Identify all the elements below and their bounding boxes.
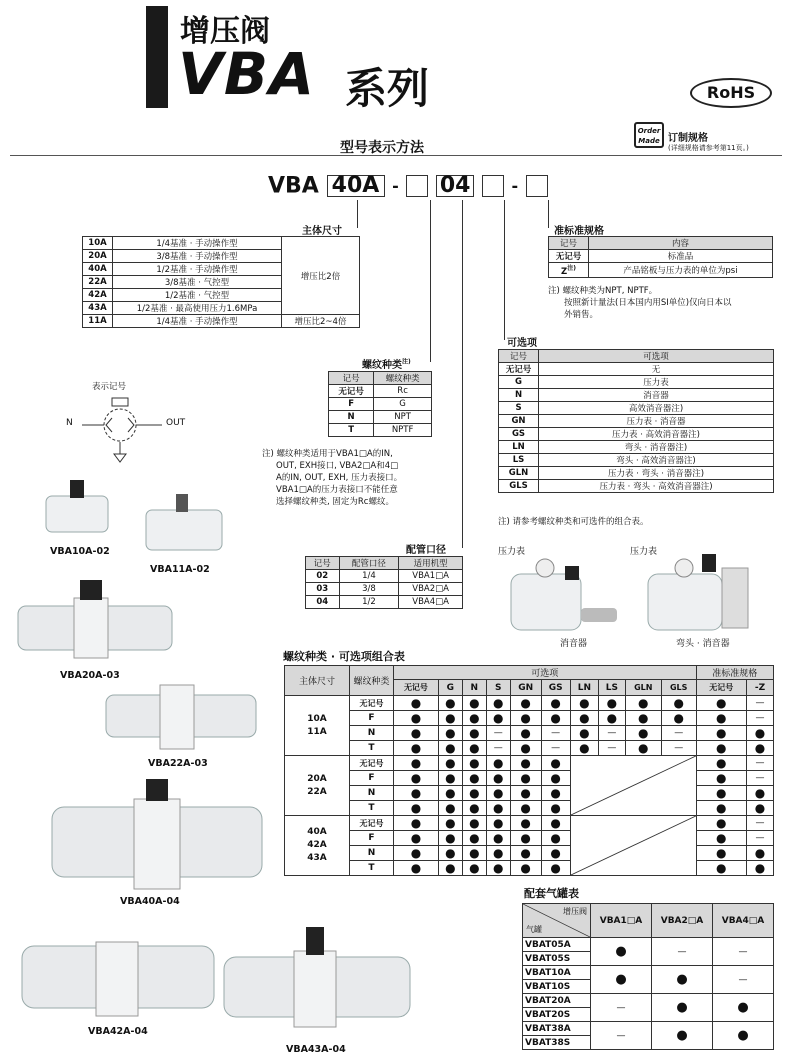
combo-option-cell: ● [661, 711, 696, 726]
combo-size-cell: 40A 42A 43A [285, 816, 350, 876]
photo-label-vba40a: VBA40A-04 [120, 896, 180, 907]
combo-title: 螺纹种类 · 可选项组合表 [283, 650, 405, 663]
combo-option-cell: ● [599, 696, 626, 711]
combo-option-cell: ● [438, 711, 462, 726]
photo-label-vba11a: VBA11A-02 [150, 564, 210, 575]
combo-option-cell: ● [462, 726, 486, 741]
body-size-title: 主体尺寸 [302, 226, 342, 237]
combo-option-cell: ● [438, 846, 462, 861]
model-std-box [526, 175, 548, 197]
combo-std-cell: ● [696, 846, 746, 861]
combo-option-cell: — [599, 726, 626, 741]
combo-option-cell: ● [394, 726, 439, 741]
opt-photo-gauge-label-2: 压力表 [630, 547, 658, 557]
thread-table: 记号 螺纹种类 无记号 Rc F G N NPT T NPTF [328, 371, 432, 437]
combo-option-cell: ● [438, 756, 462, 771]
opt-photo-muffler-label: 消音器 [560, 639, 588, 649]
combo-option-cell: ● [541, 696, 570, 711]
rohs-badge [690, 78, 772, 108]
combo-size-cell: 10A 11A [285, 696, 350, 756]
combo-col-header: N [462, 680, 486, 696]
combo-col-header: 无记号 [394, 680, 439, 696]
combo-option-cell: ● [510, 831, 541, 846]
combo-std-cell: ● [746, 861, 773, 876]
opt-photo-1 [505, 556, 623, 636]
connector-size [357, 200, 358, 228]
tank-value-cell: — [713, 966, 774, 994]
combo-option-cell: ● [570, 726, 598, 741]
combo-thread-cell: 无记号 [350, 756, 394, 771]
combo-option-cell: ● [438, 741, 462, 756]
combo-thread-cell: T [350, 741, 394, 756]
combo-std-cell: ● [746, 786, 773, 801]
tank-value-cell: — [652, 938, 713, 966]
photo-vba11a [144, 490, 224, 560]
combo-col-header: G [438, 680, 462, 696]
combo-thread-cell: T [350, 861, 394, 876]
tank-value-cell: ● [652, 994, 713, 1022]
tank-value-cell: ● [652, 1022, 713, 1050]
combo-row [285, 786, 774, 801]
combo-option-cell: — [486, 741, 510, 756]
combo-option-cell: ● [541, 771, 570, 786]
combo-option-cell: — [661, 741, 696, 756]
order-note: (详细规格请参考第11页。) [668, 144, 749, 152]
combo-std-cell: — [746, 831, 773, 846]
photo-vba42a [20, 940, 216, 1018]
combo-col-header: GLN [625, 680, 661, 696]
rohs-label: RoHS [706, 83, 756, 102]
combo-col-header: GS [541, 680, 570, 696]
combo-option-cell: — [599, 741, 626, 756]
combo-std-cell: ● [746, 846, 773, 861]
photo-label-vba10a: VBA10A-02 [50, 546, 110, 557]
standard-notes: 注) 螺纹种类为NPT, NPTF。 按照新计量法(日本国内用SI单位)仅向日本以 外销售。 [548, 286, 732, 320]
ratio-2x: 增压比2倍 [282, 237, 360, 315]
tank-model-cell: VBAT10S [523, 980, 591, 994]
combo-option-cell: ● [462, 741, 486, 756]
combo-option-cell: ● [462, 861, 486, 876]
combo-na-cell [570, 816, 696, 876]
photo-label-vba43a: VBA43A-04 [286, 1044, 346, 1055]
model-code [268, 173, 548, 199]
combo-row [285, 846, 774, 861]
symbol-diagram [62, 392, 182, 472]
combo-option-cell: ● [438, 696, 462, 711]
combo-option-cell: ● [510, 816, 541, 831]
options-note: 注) 请参考螺纹种类和可选件的组合表。 [498, 517, 649, 527]
combo-option-cell: ● [394, 711, 439, 726]
combo-option-cell: ● [462, 816, 486, 831]
model-section-title: 型号表示方法 [340, 140, 424, 156]
symbol-title: 表示记号 [92, 382, 127, 392]
combo-option-cell: ● [486, 846, 510, 861]
combo-option-cell: ● [625, 741, 661, 756]
symbol-in-label: N [66, 418, 73, 428]
combo-option-cell: ● [570, 711, 598, 726]
combo-option-cell: ● [599, 711, 626, 726]
tank-value-cell: ● [713, 1022, 774, 1050]
combo-option-cell: — [541, 741, 570, 756]
combo-option-cell: ● [438, 786, 462, 801]
combo-std-cell: — [746, 696, 773, 711]
tank-value-cell: — [591, 1022, 652, 1050]
connector-std [548, 200, 549, 228]
order-title: 订制规格 [668, 133, 708, 144]
tank-row [523, 1022, 774, 1036]
tank-value-cell: ● [591, 938, 652, 966]
combo-col-header: 无记号 [696, 680, 746, 696]
tank-value-cell: ● [591, 966, 652, 994]
combo-option-cell: ● [486, 771, 510, 786]
combo-option-cell: ● [394, 861, 439, 876]
combo-table: 主体尺寸 螺纹种类 可选项 准标准规格 无记号 G N S GN GS LN LS GLN GLS 无记号 -Z 10A 11A 无记号 ● ● ● ● ● ● ● ● ● ● ● — F ● ● ● ● ● ● ● ● ● ● ● — N ● ● ● — ● — ● — ● — ● ● T ● ● ● — ● — ● — ● — ● ● 20A 22A 无记号 ● ● ● ● ● ● ● — F ● ● ● ● ● ● ● — N ● ● ● ● ● ● ● ● T ● ● ● ● ● ● ● ● 40A 42A 43A 无记号 ● ● ● ● ● ● ● — F ● ● ● ● ● ● ● — N ● ● ● ● ● ● ● ● T ● ● ● ● ● ● ● ● [284, 665, 774, 876]
opt-photo-elbow-label: 弯头 · 消音器 [676, 639, 730, 649]
combo-row [285, 756, 774, 771]
combo-thread-cell: N [350, 786, 394, 801]
combo-option-cell: ● [510, 801, 541, 816]
combo-option-cell: ● [462, 846, 486, 861]
combo-option-cell: ● [486, 756, 510, 771]
combo-thread-cell: 无记号 [350, 816, 394, 831]
tank-row [523, 966, 774, 980]
photo-vba10a [42, 478, 112, 540]
model-dash-2: - [511, 176, 519, 196]
combo-option-cell: ● [541, 846, 570, 861]
combo-row [285, 771, 774, 786]
combo-thread-cell: T [350, 801, 394, 816]
photo-vba43a [222, 925, 412, 1033]
header-title: VBA [178, 40, 315, 108]
combo-std-cell: ● [696, 711, 746, 726]
combo-std-cell: — [746, 771, 773, 786]
combo-row [285, 726, 774, 741]
combo-option-cell: ● [625, 696, 661, 711]
thread-title: 螺纹种类$^{注)}$ [362, 358, 411, 371]
tank-model-cell: VBAT10A [523, 966, 591, 980]
combo-thread-cell: 无记号 [350, 696, 394, 711]
tank-value-cell: — [591, 994, 652, 1022]
combo-option-cell: ● [394, 846, 439, 861]
combo-option-cell: ● [541, 711, 570, 726]
combo-option-cell: ● [462, 801, 486, 816]
model-option-box [482, 175, 504, 197]
combo-thread-cell: F [350, 831, 394, 846]
combo-row [285, 696, 774, 711]
photo-vba20a [16, 578, 174, 664]
tank-corner: 增压阀 气罐 [523, 904, 591, 938]
combo-option-cell: ● [625, 711, 661, 726]
combo-option-cell: ● [510, 741, 541, 756]
combo-option-cell: ● [570, 741, 598, 756]
combo-option-cell: ● [462, 771, 486, 786]
thread-notes: 注) 螺纹种类适用于VBA1□A的IN, OUT, EXH接口, VBA2□A和4□ A的IN, OUT, EXH, 压力表接口。 VBA1□A的压力表接口不能任意 选择螺纹种类, 固定为Rc螺纹。 [262, 449, 403, 507]
combo-option-cell: ● [541, 786, 570, 801]
combo-std-cell: ● [696, 816, 746, 831]
header-series: 系列 [345, 64, 430, 113]
combo-option-cell: ● [438, 831, 462, 846]
tank-model-cell: VBAT05A [523, 938, 591, 952]
combo-na-cell [570, 756, 696, 816]
order-made-icon: Order Made [634, 122, 664, 148]
combo-option-cell: ● [394, 816, 439, 831]
combo-option-cell: ● [510, 696, 541, 711]
combo-row [285, 801, 774, 816]
combo-option-cell: ● [510, 711, 541, 726]
combo-option-cell: ● [486, 861, 510, 876]
combo-row [285, 816, 774, 831]
tank-row [523, 994, 774, 1008]
combo-option-cell: ● [486, 696, 510, 711]
combo-col-header: -Z [746, 680, 773, 696]
combo-option-cell: ● [541, 801, 570, 816]
combo-option-cell: ● [438, 861, 462, 876]
combo-option-cell: ● [394, 696, 439, 711]
combo-option-cell: — [486, 726, 510, 741]
combo-std-cell: ● [696, 771, 746, 786]
tank-model-cell: VBAT38S [523, 1036, 591, 1050]
opt-photo-2 [642, 548, 772, 644]
connector-option [504, 200, 505, 340]
standard-title: 准标准规格 [554, 226, 604, 237]
port-title: 配管口径 [406, 545, 446, 556]
combo-option-cell: ● [541, 756, 570, 771]
model-port-box: 04 [436, 175, 474, 197]
combo-std-cell: ● [696, 801, 746, 816]
combo-option-cell: ● [510, 786, 541, 801]
combo-option-cell: ● [570, 696, 598, 711]
combo-option-cell: ● [438, 771, 462, 786]
tank-row [523, 938, 774, 952]
tank-table: 增压阀 气罐 VBA1□A VBA2□A VBA4□A VBAT05A ● — — VBAT05S VBAT10A ● ● — VBAT10S VBAT20A — ● ● VBAT20S VBAT38A — ● ● VBAT38S [522, 903, 774, 1050]
combo-option-cell: ● [486, 816, 510, 831]
combo-option-cell: ● [661, 696, 696, 711]
combo-row [285, 831, 774, 846]
photo-vba22a [104, 675, 258, 755]
combo-option-cell: ● [541, 861, 570, 876]
combo-std-cell: ● [696, 726, 746, 741]
combo-option-cell: ● [462, 756, 486, 771]
combo-size-cell: 20A 22A [285, 756, 350, 816]
combo-col-header: GLS [661, 680, 696, 696]
model-dash-1: - [392, 176, 399, 196]
combo-col-header: GN [510, 680, 541, 696]
combo-option-cell: ● [510, 726, 541, 741]
port-table: 记号 配管口径 适用机型 02 1/4 VBA1□A 03 3/8 VBA2□A 04 1/2 VBA4□A [305, 556, 463, 609]
combo-std-cell: ● [696, 756, 746, 771]
combo-option-cell: — [661, 726, 696, 741]
combo-option-cell: ● [394, 756, 439, 771]
combo-option-cell: ● [394, 741, 439, 756]
combo-thread-cell: N [350, 846, 394, 861]
photo-vba40a [50, 775, 264, 895]
options-title: 可选项 [507, 338, 537, 349]
combo-std-cell: — [746, 756, 773, 771]
tank-model-cell: VBAT38A [523, 1022, 591, 1036]
combo-option-cell: ● [394, 801, 439, 816]
tank-title: 配套气罐表 [524, 887, 579, 900]
combo-option-cell: ● [394, 831, 439, 846]
model-size-box: 40A [327, 175, 385, 197]
model-thread-box [406, 175, 428, 197]
combo-std-cell: ● [696, 861, 746, 876]
combo-option-cell: ● [462, 711, 486, 726]
header-bar [146, 6, 168, 108]
tank-value-cell: ● [652, 966, 713, 994]
photo-label-vba20a: VBA20A-03 [60, 670, 120, 681]
combo-option-cell: ● [438, 726, 462, 741]
tank-model-cell: VBAT05S [523, 952, 591, 966]
options-table: 记号 可选项 无记号 无 G 压力表 N 消音器 S 高效消音器注) GN 压力表 · 消音器 GS 压力表 · 高效消音器注) LN 弯头 · 消音器注) LS 弯头 · 高效消音器注) GLN 压力表 · 弯头 · 消音器注) GLS 压力表 · 弯头 · 高效消音器注) [498, 349, 774, 493]
combo-option-cell: ● [462, 831, 486, 846]
combo-thread-cell: F [350, 711, 394, 726]
connector-thread [430, 200, 431, 362]
combo-thread-cell: N [350, 726, 394, 741]
combo-option-cell: ● [510, 771, 541, 786]
combo-std-cell: ● [696, 831, 746, 846]
tank-value-cell: ● [713, 994, 774, 1022]
combo-row [285, 741, 774, 756]
combo-std-cell: ● [746, 726, 773, 741]
combo-option-cell: ● [510, 756, 541, 771]
combo-option-cell: ● [486, 711, 510, 726]
combo-option-cell: ● [394, 771, 439, 786]
combo-std-cell: ● [696, 786, 746, 801]
photo-label-vba42a: VBA42A-04 [88, 1026, 148, 1037]
combo-option-cell: ● [462, 696, 486, 711]
connector-port [462, 200, 463, 548]
combo-option-cell: ● [541, 831, 570, 846]
combo-option-cell: ● [541, 816, 570, 831]
body-size-table: 10A 1/4基准 · 手动操作型 增压比2倍 20A 3/8基准 · 手动操作型 40A 1/2基准 · 手动操作型 22A 3/8基准 · 气控型 42A 1/2基准 · 气控型 43A 1/2基准 · 最高使用压力1.6MPa 11A 1/4基准 · 手动操作型 增压比2~4倍 [82, 236, 360, 328]
combo-std-cell: ● [746, 801, 773, 816]
combo-option-cell: ● [486, 831, 510, 846]
standard-table: 记号 内容 无记号 标准品 $Z^{注)}$ 产品铭板与压力表的单位为psi [548, 236, 773, 278]
tank-value-cell: — [713, 938, 774, 966]
model-prefix: VBA [268, 173, 319, 199]
tank-model-cell: VBAT20A [523, 994, 591, 1008]
combo-option-cell: ● [510, 861, 541, 876]
photo-label-vba22a: VBA22A-03 [148, 758, 208, 769]
header-subtitle: 增压阀 [180, 14, 270, 49]
symbol-out-label: OUT [166, 418, 186, 428]
combo-option-cell: — [541, 726, 570, 741]
combo-option-cell: ● [462, 786, 486, 801]
combo-option-cell: ● [438, 816, 462, 831]
combo-col-header: S [486, 680, 510, 696]
combo-row [285, 711, 774, 726]
combo-option-cell: ● [394, 786, 439, 801]
combo-option-cell: ● [438, 801, 462, 816]
combo-std-cell: — [746, 711, 773, 726]
opt-photo-gauge-label-1: 压力表 [498, 547, 526, 557]
combo-option-cell: ● [510, 846, 541, 861]
combo-std-cell: ● [696, 741, 746, 756]
combo-option-cell: ● [625, 726, 661, 741]
combo-std-cell: ● [746, 741, 773, 756]
combo-row [285, 861, 774, 876]
combo-col-header: LS [599, 680, 626, 696]
combo-option-cell: ● [486, 786, 510, 801]
combo-std-cell: — [746, 816, 773, 831]
combo-thread-cell: F [350, 771, 394, 786]
combo-std-cell: ● [696, 696, 746, 711]
tank-model-cell: VBAT20S [523, 1008, 591, 1022]
combo-option-cell: ● [486, 801, 510, 816]
combo-col-header: LN [570, 680, 598, 696]
